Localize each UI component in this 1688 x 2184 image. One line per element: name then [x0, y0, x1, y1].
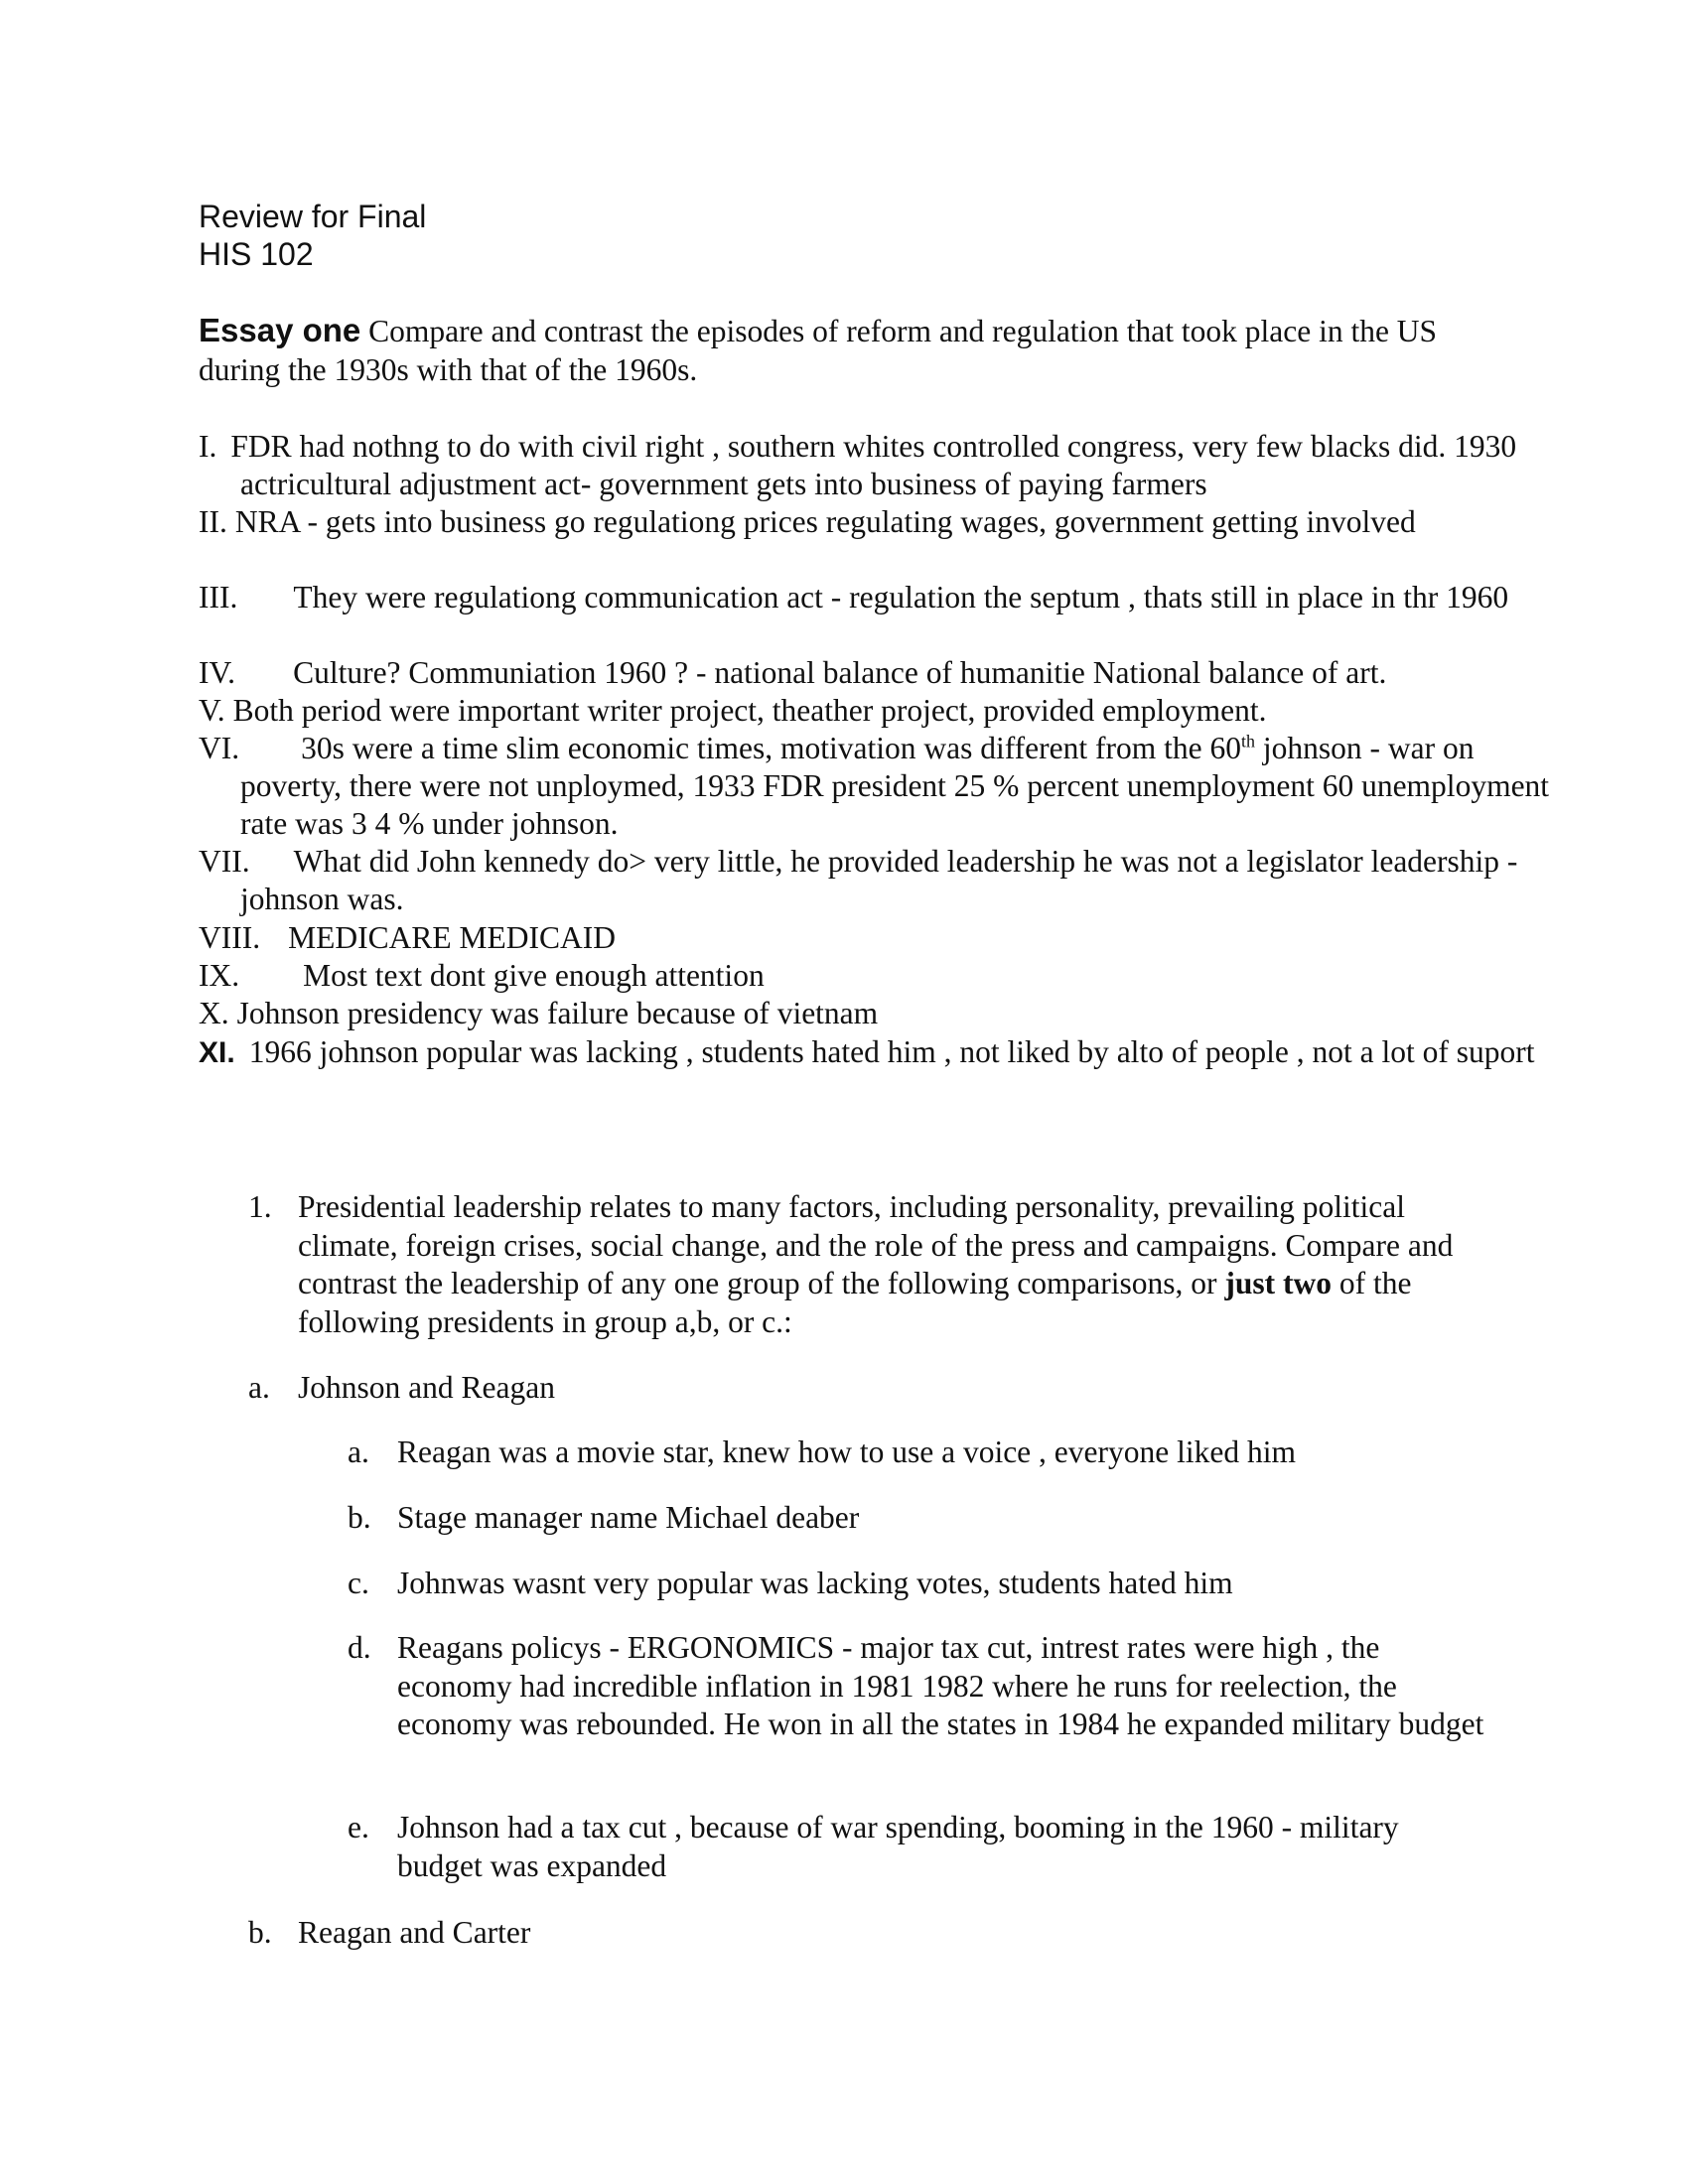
- note-item: [199, 503, 1551, 541]
- group-a: [248, 1369, 1440, 1408]
- group-letter: a.: [248, 1370, 270, 1405]
- note-letter: a.: [348, 1434, 369, 1469]
- note-text: MEDICARE MEDICAID: [288, 920, 616, 955]
- group-a-note: [348, 1809, 1489, 1885]
- note-text: 1966 johnson popular was lacking , students hated him , not liked by alto of people , not a lot of suport: [248, 1034, 1535, 1069]
- note-item: [199, 957, 1551, 995]
- note-letter: b.: [348, 1500, 371, 1535]
- note-text-part: 30s were a time slim economic times, motivation was different from the 60: [301, 731, 1241, 765]
- note-letter: d.: [348, 1630, 371, 1665]
- note-number: VII.: [199, 844, 250, 879]
- group-text: Johnson and Reagan: [298, 1370, 555, 1405]
- group-letter: b.: [248, 1915, 272, 1950]
- note-text: NRA - gets into business go regulationg prices regulating wages, government getting involved: [234, 504, 1416, 539]
- question-emphasis: just two: [1224, 1266, 1333, 1300]
- note-number: IV.: [199, 655, 236, 690]
- note-item: [199, 995, 1551, 1032]
- note-item: [199, 692, 1551, 730]
- note-number: VI.: [199, 731, 240, 765]
- group-a-note: [348, 1433, 1489, 1472]
- note-letter: c.: [348, 1566, 369, 1600]
- question-1: [248, 1188, 1489, 1341]
- essay-one-prompt: [199, 311, 1509, 389]
- essay-one-label: Essay one: [199, 312, 361, 348]
- question-text-part: of the following presidents in group a,b, or c.:: [298, 1266, 1412, 1339]
- note-number: V.: [199, 693, 225, 728]
- note-text: Stage manager name Michael deaber: [397, 1500, 860, 1535]
- note-item: [199, 579, 1551, 616]
- essay-one-text: Compare and contrast the episodes of reform and regulation that took place in the US during the 1930s with that of the 1960s.: [199, 314, 1438, 387]
- note-text: Most text dont give enough attention: [303, 958, 765, 993]
- note-text: FDR had nothng to do with civil right , southern whites controlled congress, very few blacks did. 1930 actricultural adjustment act- government gets into business of paying farmers: [230, 429, 1517, 501]
- note-number: II.: [199, 504, 227, 539]
- note-text-part: johnson - war on poverty, there were not unploymed, 1933 FDR president 25 % percent unemployment 60 unemployment rate was 3 4 % under johnson.: [240, 731, 1550, 841]
- note-item: [199, 919, 1551, 957]
- note-number: IX.: [199, 958, 240, 993]
- note-number: XI.: [199, 1036, 235, 1069]
- note-item: [199, 730, 1551, 843]
- note-text: Reagan was a movie star, knew how to use a voice , everyone liked him: [397, 1434, 1296, 1469]
- group-a-note: [348, 1629, 1489, 1744]
- question-text-part: Presidential leadership relates to many factors, including personality, prevailing political climate, foreign crises, social change, and the role of the press and campaigns. Compare and contrast the leadership of any one group of the following comparisons, or: [298, 1189, 1454, 1300]
- note-text: Johnson had a tax cut , because of war spending, booming in the 1960 - military budget was expanded: [397, 1810, 1399, 1883]
- superscript-th: th: [1240, 731, 1255, 751]
- note-text: Culture? Communiation 1960 ? - national balance of humanitie National balance of art.: [293, 655, 1387, 690]
- note-item: [199, 654, 1551, 692]
- note-number: X.: [199, 996, 229, 1030]
- note-number: I.: [199, 429, 217, 464]
- note-number: VIII.: [199, 920, 261, 955]
- note-item: [199, 428, 1551, 503]
- note-text: They were regulationg communication act - regulation the septum , thats still in place in thr 1960: [293, 580, 1509, 614]
- course-code: HIS 102: [199, 236, 314, 272]
- note-text: Johnson presidency was failure because of vietnam: [236, 996, 879, 1030]
- question-text: [298, 1188, 1489, 1341]
- group-text: Reagan and Carter: [298, 1915, 531, 1950]
- document-title: Review for Final: [199, 199, 427, 234]
- note-item: [199, 843, 1551, 918]
- note-item: [199, 1033, 1551, 1072]
- note-number: III.: [199, 580, 238, 614]
- note-text: Johnwas wasnt very popular was lacking votes, students hated him: [397, 1566, 1233, 1600]
- note-text: What did John kennedy do> very little, he provided leadership he was not a legislator leadership - johnson was.: [240, 844, 1518, 916]
- note-letter: e.: [348, 1810, 369, 1844]
- group-a-note: [348, 1565, 1489, 1603]
- group-b: [248, 1914, 1440, 1953]
- group-a-note: [348, 1499, 1489, 1538]
- note-text: Both period were important writer project, theather project, provided employment.: [232, 693, 1267, 728]
- note-text: Reagans policys - ERGONOMICS - major tax cut, intrest rates were high , the economy had incredible inflation in 1981 1982 where he runs for reelection, the economy was rebounded. He won in all the states in 1984 he expanded military budget: [397, 1630, 1484, 1741]
- question-number: 1.: [248, 1189, 272, 1224]
